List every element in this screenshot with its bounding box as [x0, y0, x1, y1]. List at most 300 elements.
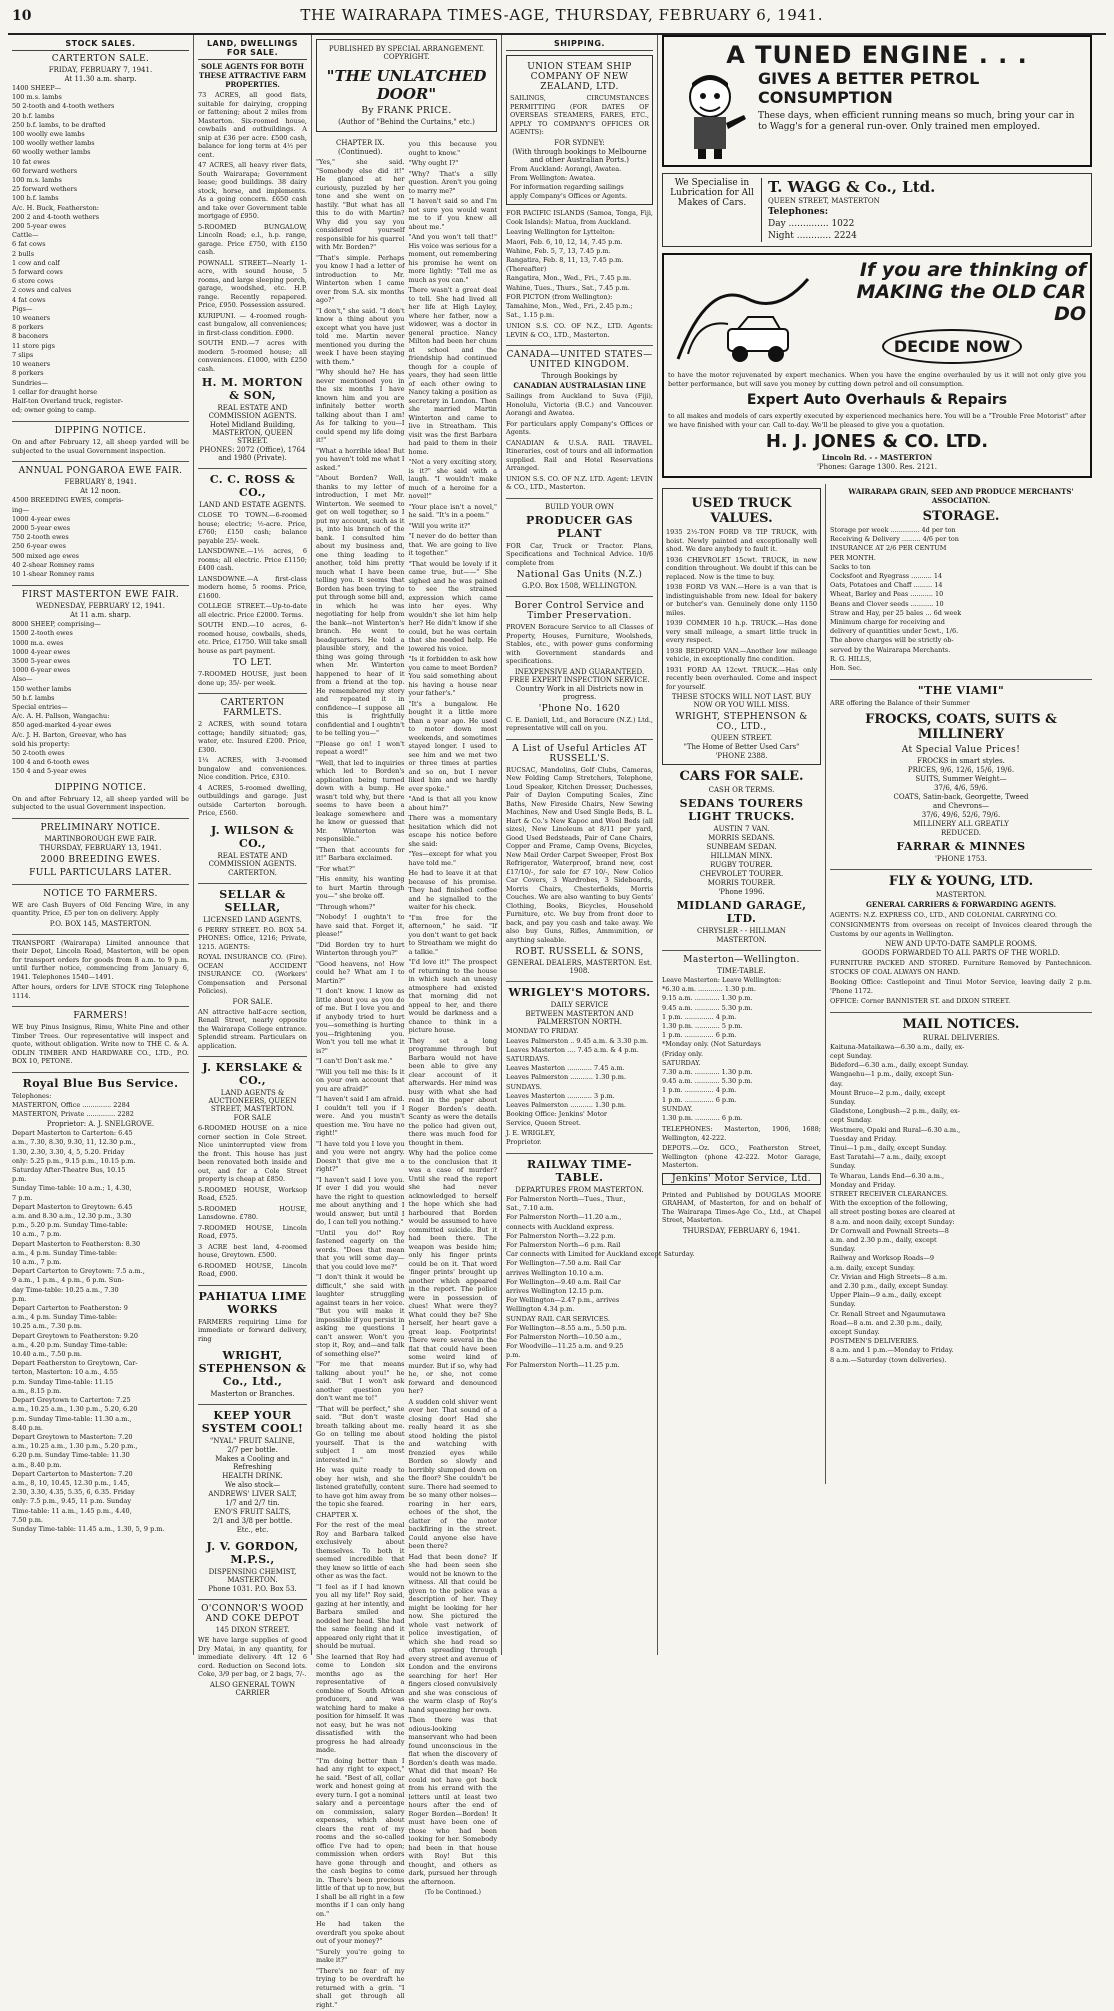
list-item: For Palmerston North—6 p.m. Rail: [506, 1241, 621, 1249]
story-paragraph: "Yes," she said. "Somebody else did it!" He glanced at her curiously, puzzled by her tone and she went on hastily. "But what has all this to do with Martin? Why did you say you considered yourself responsible for his quarrel with Mr. Borden?": [316, 158, 405, 251]
ad-headline: If you are thinking of MAKING the OLD CAR DO: [856, 259, 1086, 325]
firm-address: Lincoln Rd. - - MASTERTON: [821, 453, 933, 462]
newspaper-title: THE WAIRARAPA TIMES-AGE, THURSDAY, FEBRUARY 6, 1941.: [300, 6, 824, 24]
list-item: 1.30, 2.30, 3.30, 4, 5, 5.20. Friday: [12, 1147, 125, 1156]
list-item: *Monday only. (Not Saturdays: [662, 1040, 761, 1049]
list-item: 7 p.m.: [12, 1193, 33, 1202]
chapter-continued: (Continued).: [338, 148, 383, 156]
list-item: Saturday After-Theatre Bus, 10.15: [12, 1166, 126, 1175]
list-item: Leaves Palmerston .. 9.45 a.m. & 3.30 p.m.: [506, 1036, 649, 1045]
list-item: Te Wharau, Lands End—6.30 a.m.,: [830, 1171, 945, 1180]
old-car-illustration-icon: [668, 259, 818, 369]
story-paragraph: There wasn't a great deal to tell. She had lived all her life at High Layley, where her father, now a widower, was a doctor in general practice. Nancy Milton had been her chum at school and the friendship had continued though for a couple of years, they had seen little of each other owing to Nancy taking a position as secretary in London. Then she married Martin Winterton and came to live in Streatham. This visit was the first Barbara had paid to them in their home.: [408, 286, 497, 456]
list-item: a.m., 8.40 p.m.: [12, 1460, 62, 1469]
list-item: 100 m.s. lambs: [12, 176, 62, 185]
farmlets-ad: [198, 698, 307, 818]
for-sale-title: FOR SALE.: [232, 997, 273, 1006]
list-item: a.m. and 2.30 p.m., daily, except: [830, 1236, 937, 1245]
list-item: 1000 4-year ewes: [12, 514, 71, 523]
list-item: 9 a.m., 1 p.m., 4 p.m., 6 p.m. Sun-: [12, 1276, 124, 1285]
list-item: SUNDAYS.: [506, 1082, 542, 1091]
list-item: cept Sunday.: [830, 1116, 873, 1125]
property-listing: KURIPUNI. — 4-roomed rough-cast bungalow, all conveniences; in first-class condition. £900.: [198, 311, 307, 337]
pacific-text: FOR PACIFIC ISLANDS (Samoa, Tonga, Fiji, Cook Islands): Matua, from Auckland.: [506, 209, 653, 226]
list-item: MORRIS TOURER.: [707, 879, 776, 887]
story-paragraph: "Why? That's a silly question. Aren't you going to marry me?": [408, 169, 497, 195]
list-item: arrives Wellington 10.10 a.m.: [506, 1268, 604, 1277]
list-item: 200 5-year ewes: [12, 222, 66, 231]
farmlet-listings: [198, 720, 307, 818]
list-item: CHEVROLET TOURER.: [699, 870, 784, 878]
list-item: For Palmerston North—3.22 p.m.: [506, 1231, 616, 1240]
story-paragraph: "Is it forbidden to ask how you came to meet Borden? You said something about his having a house near your father's.": [408, 655, 497, 697]
list-item: (Friday only.: [662, 1049, 704, 1058]
list-item: 750 2-tooth ewes: [12, 533, 69, 542]
list-item: 25 forward wethers: [12, 185, 78, 194]
sale-title: CARTERTON SALE.: [51, 54, 150, 64]
property-listing: SOUTH END.—10 acres, 6-roomed house, cowbails, sheds, etc. Price, £1750. Will take small house as part payment.: [198, 621, 307, 655]
fair-name: MARTINBOROUGH EWE FAIR.: [44, 834, 157, 843]
notice-text-2: After hours, orders for LIVE STOCK ring Telephone 1114.: [12, 983, 189, 1000]
list-item: 10 1-shear Romney rams: [12, 569, 95, 578]
list-item: p.m., 5.20 p.m. Sunday Time-table:: [12, 1221, 128, 1230]
story-paragraph: He was quite ready to obey her wish, and she listened gratefully, content to have got him away from the topic she feared.: [316, 1466, 405, 1508]
sydney-title: FOR SYDNEY:: [554, 138, 605, 147]
list-item: a.m., 8, 10, 10.45, 12.30 p.m., 1.45,: [12, 1478, 130, 1487]
list-item: For information regarding sailings: [510, 182, 624, 191]
list-item: Mount Bruce—2 p.m., daily, except: [830, 1088, 946, 1097]
firm-phone: 'PHONE 1753.: [935, 854, 987, 863]
list-item: p.m. Sunday Time-table: 11.30 a.m.,: [12, 1414, 132, 1423]
list-item: Wellington 4.34 p.m.: [506, 1305, 575, 1314]
list-item: 100 woolly wether lambs: [12, 139, 95, 148]
story-paragraphs: [409, 140, 498, 1886]
old-car-ad: [662, 253, 1092, 478]
ad-sedans: SEDANS TOURERS LIGHT TRUCKS.: [679, 797, 804, 823]
story-paragraph: "For what?": [316, 864, 355, 873]
list-item: SUNDAY RAIL CAR SERVICES.: [506, 1314, 610, 1323]
story-paragraph: He had taken the overdraft you spoke about out of your money?": [316, 1920, 405, 1945]
author-note: (Author of "Behind the Curtains," etc.): [338, 118, 475, 126]
list-item: 2 bulls: [12, 249, 35, 258]
story-paragraph: "For me that means talking about you!" he said. "But I won't ask another question you don't want me to!": [316, 1360, 405, 1402]
sole-agents-title: SOLE AGENTS FOR BOTH THESE ATTRACTIVE FARM PROPERTIES.: [198, 62, 307, 89]
story-paragraph: "I don't think it would be difficult," she said with laughter struggling against tears in her voice. "But you will make it impossible if you persist in asking me questions I can't answer. Won't you stop it, Roy, and—and talk of something else?": [316, 1273, 405, 1358]
viami-ad: [830, 684, 1092, 863]
firm-sub: REAL ESTATE AND COMMISSION AGENTS.: [208, 404, 297, 420]
list-item: 10 weaners: [12, 314, 51, 323]
list-item: 'Phone 1996.: [718, 888, 765, 896]
ad-banner-area: [658, 35, 1096, 478]
firm-name: WRIGHT, STEPHENSON & CO., LTD.,: [675, 712, 808, 732]
story-paragraph: "Nobody! I oughtn't to have said that. Forget it, please!": [316, 913, 405, 938]
property-listing: 73 ACRES, all good flats, suitable for dairying, cropping or fattening; about 2 miles from Masterton. Six-roomed house, cowbails and outbuildings. A snip at £36 per acre. £500 cash, balance for long term at 4½ per cent.: [198, 91, 307, 159]
wright-ad: [198, 1349, 307, 1398]
list-item: a.m., 10.25 a.m., 1.30 p.m., 5.20, 6.20: [12, 1405, 138, 1414]
list-item: delivery of quantities under 5cwt., 1/6.: [830, 627, 959, 636]
consignments: CONSIGNMENTS from overseas on receipt of Invoices cleared through the Customs by our agents in Wellington.: [830, 921, 1092, 938]
list-item: Receiving & Delivery ......... 4/6 per ton: [830, 535, 959, 544]
story-paragraph: There was a momentary hesitation which did not escape his notice before she said:: [408, 814, 497, 848]
notice-title: PRELIMINARY NOTICE.: [40, 822, 161, 833]
list-item: 7.50 p.m.: [12, 1515, 43, 1524]
list-item: Depart Carterton to Greytown: 7.5 a.m.,: [12, 1267, 145, 1276]
timetable-lines: [506, 1194, 695, 1370]
list-item: 250 b.f. lambs, to be drafted: [12, 120, 106, 129]
wilson-ad: [198, 824, 307, 877]
list-item: a.m., 4 p.m. Sunday Time-table:: [12, 1248, 118, 1257]
ad-footer: ALSO GENERAL TOWN CARRIER: [209, 1680, 296, 1697]
firm-name: J. V. GORDON, M.P.S.,: [206, 1540, 299, 1566]
decide-now: DECIDE NOW: [893, 337, 1011, 356]
list-item: p.m.: [506, 1351, 521, 1360]
list-item: Straw and Hay, per 25 bales ... 6d week: [830, 608, 962, 617]
masterton-wellington-timetable: [662, 955, 821, 1185]
list-item: For Palmerston North—11.25 p.m.: [506, 1360, 620, 1369]
column-serial-story: [312, 35, 502, 2009]
firm-name: C. C. ROSS & CO.,: [209, 473, 296, 499]
list-item: ed; owner going to camp.: [12, 406, 97, 415]
story-paragraph: "And you won't tell that!" His voice was serious for a moment, out remembering his promise he went on more lightly: "Tell me as much as you can.": [408, 233, 497, 284]
list-item: Depart Masterton to Greytown: 6.45: [12, 1202, 133, 1211]
firm-sub: Masterton or Branches.: [210, 1390, 295, 1398]
bus-lines: [12, 1129, 189, 1534]
list-item: Leaves Masterton .... 7.45 a.m. & 4 p.m.: [506, 1045, 639, 1054]
firm-agents: AGENTS: N.Z. EXPRESS CO., LTD., AND COLONIAL CARRYING CO.: [830, 910, 1057, 919]
firm-contact: Phone 1031. P.O. Box 53.: [208, 1585, 297, 1593]
story-paragraph: "Well, that led to inquiries which led to Borden's application being turned down with a bump. He wasn't told why, but there seems to have been a leakage somewhere and he knew or guessed that Mr. Winterton was responsible.": [316, 758, 405, 843]
list-item: p.m. Sunday Time-table: 11.15: [12, 1377, 114, 1386]
list-item: except Sunday.: [830, 1328, 880, 1337]
list-item: MORRIS SEDANS.: [708, 834, 775, 842]
list-item: Sundries—: [12, 378, 48, 387]
list-item: served by the Wairarapa Merchants.: [830, 645, 951, 654]
list-item: 20 b.f. lambs: [12, 111, 55, 120]
list-item: 8 baconers: [12, 332, 49, 341]
goods-forwarded: GOODS FORWARDED TO ALL PARTS OF THE WORLD.: [862, 949, 1060, 958]
list-item: 7.30 a.m. ............ 1.30 p.m.: [662, 1068, 753, 1077]
ad-sub: TIME-TABLE.: [717, 967, 766, 975]
firm-sub: REAL ESTATE AND COMMISSION AGENTS.: [208, 851, 297, 868]
timetable-lines: [662, 985, 821, 1123]
ad-gives: GIVES A BETTER PETROL CONSUMPTION: [758, 69, 980, 107]
list-item: 6 store cows: [12, 277, 54, 286]
newspaper-page: [8, 4, 1106, 2009]
list-item: Sat., 1.15 p.m.: [506, 311, 555, 320]
farmers-timber-notice: [12, 1011, 189, 1066]
story-paragraph: "Did Borden try to hurt Winterton through you?": [316, 940, 405, 957]
list-item: 2000 BREEDING EWES.: [40, 854, 161, 865]
for-sale-title: FOR SALE: [233, 1114, 272, 1122]
ad-footer: THESE STOCKS WILL NOT LAST. BUY NOW OR YOU WILL MISS.: [671, 693, 812, 709]
mail-lines: [830, 1043, 1092, 1365]
list-item: 8 a.m. and noon daily, except Sunday:: [830, 1217, 955, 1226]
ad-text: Sailings from Auckland to Suva (Fiji), Honolulu, Victoria (B.C.) and Vancouver. Aorangi and Awatea.: [506, 392, 653, 418]
list-item: SATURDAY.: [662, 1058, 701, 1067]
fair-date: FEBRUARY 8, 1941.: [64, 478, 137, 487]
ad-title: O'CONNOR'S WOOD AND COKE DEPOT: [201, 1604, 304, 1624]
firm-sub: GENERAL DEALERS, MASTERTON. Est. 1908.: [506, 959, 653, 976]
firm-town: MASTERTON.: [935, 890, 987, 899]
ad-phone: 'Phone No. 1620: [538, 703, 621, 714]
story-paragraph: "His enmity, his wanting to hurt Martin through you—" she broke off.: [316, 875, 405, 900]
ad-title: PRODUCER GAS PLANT: [526, 513, 633, 540]
ad-text: ARE offering the Balance of their Summer: [830, 699, 970, 708]
list-item: For Palmerston North—10.50 a.m.,: [506, 1333, 622, 1342]
story-paragraph: "It's a bungalow. He bought it a little more than a year ago. He used to motor down most weekends, and sometimes stayed longer. I used to see him and we met two or three times at parties and so on, but I never liked him and we hardly ever spoke.": [408, 699, 497, 793]
list-item: 9.45 a.m. ............ 5.30 p.m.: [662, 1077, 753, 1086]
list-item: and Chevrons—: [932, 801, 989, 810]
assoc-name: WAIRARAPA GRAIN, SEED AND PRODUCE MERCHANTS' ASSOCIATION.: [848, 487, 1074, 505]
sample-rooms: NEW AND UP-TO-DATE SAMPLE ROOMS.: [885, 940, 1037, 949]
list-item: Minimum charge for receiving and: [830, 618, 945, 627]
dipping-notice-2: [12, 783, 189, 812]
ad-address: 145 DIXON STREET.: [215, 1626, 290, 1634]
lower-right-columns: [658, 484, 1096, 1484]
story-paragraph: "I haven't said I love you. If ever I did you would have the right to question me about anything and I would answer, but until I do, I can tell you nothing.": [316, 1175, 405, 1226]
morton-ad: [198, 376, 307, 462]
preliminary-notice: [12, 823, 189, 878]
tel-day: Day .............. 1022: [768, 219, 855, 229]
fair-title: ANNUAL PONGAROA EWE FAIR.: [18, 466, 183, 477]
list-item: all street posting boxes are cleared at: [830, 1208, 956, 1217]
list-item: 1.30 p.m. ............ 6 p.m.: [662, 1114, 743, 1123]
list-item: "NYAL" FRUIT SALINE,: [210, 1437, 295, 1445]
story-paragraph: "I haven't said I am afraid. I couldn't tell you if I were. And you mustn't question me. You have no right!": [316, 1095, 405, 1137]
firm-name: WRIGHT, STEPHENSON & Co., Ltd.,: [198, 1349, 307, 1388]
list-item: HEALTH DRINK.: [222, 1472, 283, 1480]
story-paragraphs: [316, 158, 405, 2009]
list-item: 1.30 p.m. ............ 5 p.m.: [662, 1022, 743, 1031]
list-item: Sunday.: [830, 1245, 856, 1254]
list-item: SATURDAYS.: [506, 1054, 550, 1063]
list-item: For Wellington—8.55 a.m., 5.50 p.m.: [506, 1323, 627, 1332]
notice-text: On and after February 12, all sheep yarded will be subjected to the usual Government inspection.: [12, 438, 189, 455]
list-item: Tamahine, Mon., Wed., Fri., 2.45 p.m.;: [506, 301, 633, 310]
ad-title: Borer Control Service and Timber Preservation.: [514, 601, 645, 622]
story-paragraph: "And is that all you know about him?": [408, 795, 497, 812]
list-item: For Wellington—7.50 a.m. Rail Car: [506, 1259, 621, 1268]
story-paragraph: "I don't," she said. "I don't know a thing about you except what you have just told me. Martin never mentioned you during the week I have been staying with them.": [316, 306, 405, 366]
list-item: 40 2-shear Romney rams: [12, 560, 95, 569]
list-item: ing—: [12, 505, 29, 514]
story-paragraph: For the rest of the meal Roy and Barbara talked exclusively about themselves. To both it seemed incredible that they knew so little of each other as was the fact.: [316, 1521, 405, 1580]
firm-sub: DISPENSING CHEMIST, MASTERTON.: [208, 1568, 297, 1584]
list-item: Leaves Masterton ............ 7.45 a.m.: [506, 1064, 625, 1073]
ad-agents: UNION S.S. CO. OF N.Z. LTD. Agent: LEVIN & CO., LTD., Masterton.: [506, 474, 653, 492]
masthead: [8, 4, 1106, 35]
list-item: 8 a.m. and 1 p.m.—Monday to Friday.: [830, 1346, 954, 1355]
list-item: Hon. Sec.: [830, 664, 862, 673]
firm-sub: LAND AND ESTATE AGENTS.: [199, 501, 306, 509]
story-paragraph: "I have told you I love you and you were not angry. Doesn't that give me a right?": [316, 1139, 405, 1173]
ad-text: PROVEN Boracure Service to all Classes of Property, Houses, Furniture, Woolsheds, Stables, etc., with power guns conforming with Government standards and specifications.: [506, 623, 653, 666]
list-item: *6.30 a.m. ............ 1.30 p.m.: [662, 985, 756, 994]
used-truck-ad: [662, 488, 821, 765]
borer-control-ad: [506, 601, 653, 733]
firm-town: CARTERTON.: [228, 868, 277, 877]
list-item: 100 m.s. lambs: [12, 93, 62, 102]
list-item: 1 cow and calf: [12, 258, 60, 267]
sellar-ad: [198, 888, 307, 1051]
list-item: 1000 m.a. ewes: [12, 638, 64, 647]
ad-text: WE have large supplies of good Dry Matai, in any quantity, for immediate delivery. 4ft 12 6 cord. Reduction on Second lots. Coke, 3/9 per bag, or 2 bags, 7/-.: [198, 1636, 307, 1678]
list-item: 4 fat cows: [12, 295, 46, 304]
story-author: By FRANK PRICE.: [361, 106, 452, 116]
ad-text: FOR Car, Truck or Tractor. Plans, Specifications and Technical Advice. 10/6 complete from: [506, 541, 653, 567]
for-sale-text: AN attractive half-acre section, Renall Street, nearly opposite the Wairarapa College entrance. Splendid stream. Particulars on application.: [198, 1007, 307, 1050]
property-listing: 4 ACRES, 5-roomed dwelling, outbuildings and garage. Just outside Carterton borough. Price, £560.: [198, 783, 307, 817]
list-item: 850 aged-marked 4-year ewes: [12, 721, 112, 730]
notice-text: WE are Cash Buyers of Old Fencing Wire, in any quantity. Price, £5 per ton on delivery. Apply: [12, 900, 189, 918]
notice-title: FARMERS!: [73, 1011, 128, 1022]
timetable-depots: DEPOTS.—Oz. GCO., Featherston Street, Wellington (phone 42-222. Motor Garage, Masterton.: [662, 1144, 821, 1170]
fair-title: FIRST MASTERTON EWE FAIR.: [21, 590, 180, 601]
column-stock-sales: [8, 35, 194, 1655]
property-listing: 5-ROOMED HOUSE, Worksop Road, £525.: [198, 1185, 307, 1202]
list-item: Cr. Renall Street and Ngaumutawa: [830, 1309, 946, 1318]
story-paragraph: "I don't know. I know as little about you as you do of me. But I love you and if anybody tried to hurt you—something is hurting you—frightening you. Won't you tell me what it is?": [316, 987, 405, 1055]
list-item: Leaves Palmerston ........... 1.30 p.m.: [506, 1073, 627, 1082]
truck-listing: 1939 COMMER 10 h.p. TRUCK.—Has done very small mileage, a smart little truck in every respect.: [666, 619, 817, 644]
kerslake-ad: [198, 1061, 307, 1279]
story-paragraph: A sudden cold shiver went over her. That sound of a closing door! Had she really heard it as she stood holding the pistol and watching with frenzied eyes while Borden so slowly and horribly slumped down on the floor? She couldn't be sure. There had seemed to be so many other noises—roaring in her ears, echoes of the shot, the clatter of the motor backfiring in the street. Could anyone else have been there?: [408, 1397, 497, 1550]
list-item: only: 5.25 p.m., 9.15 p.m., 10.15 p.m.: [12, 1156, 136, 1165]
property-listing: 3 ACRE best land, 4-roomed house, Greytown. £500.: [198, 1242, 307, 1259]
gordon-ad: [198, 1540, 307, 1593]
story-paragraph: "Your place isn't a novel," he said. "It's in a poem.": [408, 502, 497, 519]
list-item: AUSTIN 7 VAN.: [713, 825, 770, 833]
ad-title: CARS FOR SALE.: [679, 769, 804, 784]
property-listings: [198, 511, 307, 655]
ad-firm: C. E. Daniell, Ltd., and Boracure (N.Z.) Ltd., representative will call on you.: [506, 715, 653, 733]
sailings-text: SAILINGS, CIRCUMSTANCES PERMITTING (FOR DATES OF OVERSEAS STEAMERS, FARES, ETC., APPLY TO COMPANY'S OFFICES OR AGENTS):: [510, 94, 649, 136]
car-list: [662, 825, 821, 896]
mechanic-mascot-icon: [670, 69, 750, 161]
to-let-text: 7-ROOMED HOUSE, just been done up; 35/- per week.: [198, 670, 307, 687]
bus-timetable: [12, 1077, 189, 1535]
cars-for-sale-ad: [662, 769, 821, 944]
list-item: a.m., 10.25 a.m., 1.30 p.m., 5.20 p.m.,: [12, 1442, 138, 1451]
union-agents: UNION S.S. CO. OF N.Z., LTD. Agents: LEVIN & CO., LTD., Masterton.: [506, 322, 653, 339]
property-listing: 5-ROOMED BUNGALOW, Lincoln Road; e.l., h.p. range, garage. Price £750, with £150 cash.: [198, 222, 307, 256]
farmers-wire-notice: [12, 889, 189, 928]
firm-phones: PHONES: 2072 (Office), 1764 and 1980 (Private).: [199, 446, 306, 462]
story-paragraph: "Until you do!" Roy fastened eagerly on the words. "Does that mean that you will some day—that you could love me?": [316, 1228, 405, 1271]
page-number: 10: [12, 8, 32, 24]
list-item: 10 weaners: [12, 360, 51, 369]
union-steam-ship-ad: [506, 55, 653, 205]
notice-title: NOTICE TO FARMERS.: [43, 888, 158, 899]
list-item: 50 b.f. lambs: [12, 693, 55, 702]
firm-phones: 'Phones: Garage 1300. Res. 2121.: [816, 463, 938, 471]
list-item: 10.25 a.m., 7.30 p.m.: [12, 1322, 82, 1331]
list-item: Special entries—: [12, 702, 68, 711]
list-item: COATS, Satin-back, Georgette, Tweed: [893, 792, 1029, 801]
list-item: With the exception of the following,: [830, 1199, 948, 1208]
list-item: RUGBY TOURER.: [710, 861, 773, 869]
carterton-sale: [12, 54, 189, 415]
notice-text: TRANSPORT (Wairarapa) Limited announce that their Depot, Lincoln Road, Masterton, will be open for transport orders for goods from 8 a.m. to 9 p.m. until further notice, commencing from January 6, 1941. Telephones 1540—1491.: [12, 938, 189, 981]
firm-name: J. KERSLAKE & CO.,: [202, 1061, 303, 1087]
list-item: 1000 4-year ewes: [12, 647, 71, 656]
firm-name: H. M. MORTON & SON,: [201, 376, 304, 402]
ad-title: USED TRUCK VALUES.: [691, 496, 792, 526]
list-item: Depart Carterton to Featherston: 9: [12, 1304, 128, 1313]
list-item: Wheat, Barley and Peas ........... 10: [830, 590, 944, 599]
list-item: Car connects with Limited for Auckland except Saturday.: [506, 1250, 695, 1259]
truck-listing: 1931 FORD AA 12cwt. TRUCK.—Has only recently been overhauled. Come and inspect for yourself.: [666, 665, 817, 691]
ad-sub: At Special Value Prices!: [901, 744, 1021, 755]
list-item: FULL PARTICULARS LATER.: [29, 867, 172, 878]
list-item: 1400 SHEEP—: [12, 84, 62, 92]
column-motors: [658, 484, 826, 1484]
list-item: Tinui—1 p.m., daily, except Sunday.: [830, 1143, 947, 1152]
story-paragraph: She learned that Roy had come to London six months ago as the representative of a combine of South African producers, and was watching hard to make a position for himself. It was not easy, but he was not dissatisfied with the progress he had already made.: [316, 1652, 405, 1754]
list-item: 8000 SHEEP, comprising—: [12, 620, 101, 629]
list-item: For Wellington—9.40 a.m. Rail Car: [506, 1277, 621, 1286]
sailing-lines: [510, 165, 649, 202]
fair-time: At 11 a.m. sharp.: [70, 611, 131, 620]
list-item: Gladstone, Longbush—2 p.m., daily, ex-: [830, 1107, 960, 1116]
list-item: 250 6-year ewes: [12, 542, 66, 551]
list-item: connects with Auckland express.: [506, 1222, 615, 1231]
list-item: 37/6, 49/6, 52/6, 79/6.: [921, 810, 1001, 819]
list-item: a.m., 7.30, 8.30, 9.30, 11, 12.30 p.m.,: [12, 1138, 136, 1147]
fair-date: THURSDAY, FEBRUARY 13, 1941.: [39, 843, 162, 852]
property-listing: CLOSE TO TOWN.—6-roomed house; electric; ½-acre. Price, £760; £150 cash; balance payable 25/- week.: [198, 511, 307, 545]
ad-lines: [198, 1437, 307, 1534]
firm-sub: LICENSED LAND AGENTS.: [203, 915, 302, 924]
ad-sub: RURAL DELIVERIES.: [922, 1033, 1000, 1042]
firm-slogan: "The Home of Better Used Cars": [683, 743, 800, 751]
wagg-ad: [662, 173, 1092, 247]
story-paragraph: "That would be lovely if it came true, but——" She sighed and he was pained to see the strained expression which came into her eyes. Why wouldn't she let him help her? He didn't know if she could, but he was certain that she needed help. He lowered his voice.: [408, 559, 497, 653]
list-item: Sunday Time-table: 11.45 a.m., 1.30, 5, 9 p.m.: [12, 1524, 165, 1533]
masterton-ewe-fair: [12, 590, 189, 776]
list-item: Wangaehu—1 p.m., daily, except Sun-: [830, 1070, 954, 1079]
list-item: Cattle—: [12, 231, 39, 240]
section-header: SHIPPING.: [506, 37, 653, 51]
story-paragraph: They set a long programme through but Barbara would not have been able to give any clear account of it afterwards. Her mind was busy with what she had read in the paper about Roger Borden's death. Scanty as were the details the police had given out, there was much food for thought in them.: [408, 1036, 497, 1147]
story-paragraph: "Good heavens, no! How could he? What am I to Martin?": [316, 959, 405, 985]
story-paragraph: "I feel as if I had known you all my life!" Roy said, gazing at her intently, and Barbara smiled and nodded her head. She had the same feeling and it appeared only right that it should be mutual.: [316, 1582, 405, 1650]
list-item: 10.40 a.m., 7.50 p.m.: [12, 1350, 82, 1359]
list-item: a.m., 4.20 p.m. Sunday Time-table:: [12, 1340, 128, 1349]
list-item: We also stock—: [224, 1481, 281, 1489]
story-paragraph: Why had the police come to the conclusion that it was a case of murder? Until she read the report she had never acknowledged to herself the hope which she had harboured that Borden would be assumed to have committed suicide. But it had been there. The weapon was beside him; only his finger prints could be on it. That word 'finger prints' brought up another which appeared in the report. The police were in possession of clues! What were they? What could they be? She herself, her heart gave a great leap. Footprints! There were several in the flat that could have been some weird kind of murder. But if so, why had he, or she, not come forward and denounced her?: [408, 1149, 497, 1395]
ad-body: to have the motor rejuvenated by expert mechanics. When you have the engine overhauled by us it will not only give you better performance, but will save you money by cutting down petrol and oil consumption.: [668, 371, 1086, 388]
story-paragraph: "Will you tell me this: Is it on your own account that you are afraid?": [316, 1067, 405, 1093]
timetable-tel: TELEPHONES: Masterton, 1906, 1688; Wellington, 42-222.: [662, 1125, 821, 1142]
column-notices: [826, 484, 1096, 1484]
dipping-notice: [12, 426, 189, 455]
property-listing: 47 ACRES, all heavy river flats, South Wairarapa; Government lease; good buildings. 38 dairy stock, horse, and implements. As a going concern. £650 cash and take over Government table mortgage of £950.: [198, 161, 307, 220]
list-item: Etc., etc.: [236, 1526, 269, 1534]
ad-title: Masterton—Wellington.: [683, 955, 800, 965]
notice-text: On and after February 12, all sheep yarded will be subjected to the usual Government inspection.: [12, 794, 189, 812]
ad-title: "THE VIAMI": [917, 684, 1005, 698]
list-item: 5 forward cows: [12, 268, 63, 277]
list-item: 200 2 and 4-tooth wethers: [12, 212, 100, 221]
ad-kicker: BUILD YOUR OWN: [544, 502, 615, 511]
list-item: 1 p.m. .............. 6 p.m.: [662, 1031, 737, 1040]
to-be-continued: (To be Continued.): [424, 1889, 481, 1896]
chapter-heading: CHAPTER IX.: [336, 139, 385, 147]
list-item: Rangatira, Mon., Wed., Fri., 7.45 p.m.: [506, 274, 632, 283]
story-paragraph: "That will be perfect," she said. "But don't waste breath talking about me. Go on telling me about yourself. That is the subject I am most interested in.": [316, 1404, 405, 1464]
list-item: p.m.: [12, 1175, 27, 1184]
